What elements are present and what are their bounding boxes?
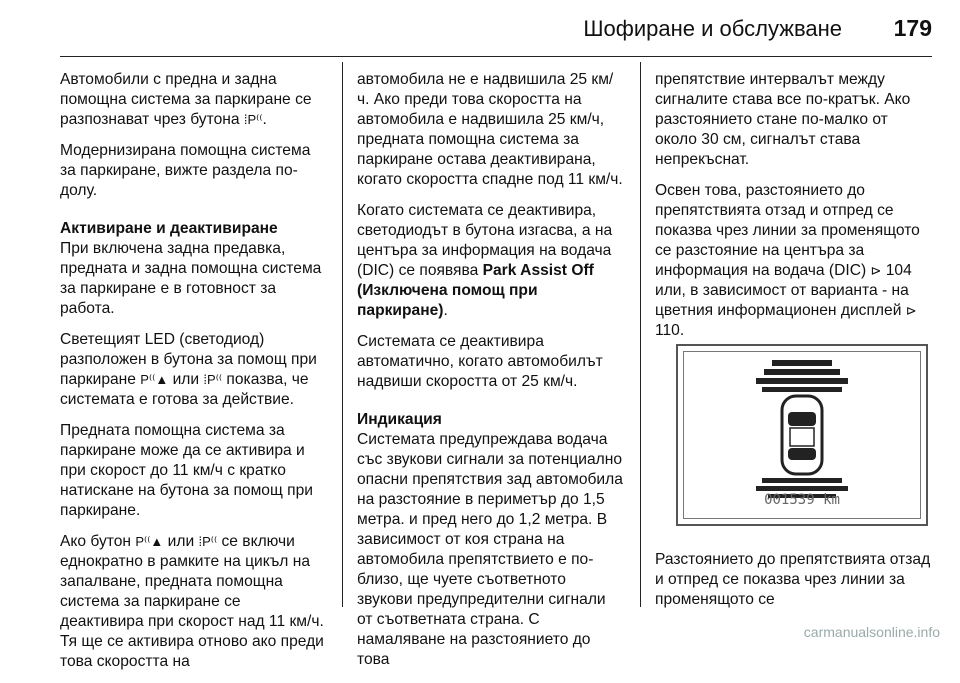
display-frame	[683, 351, 921, 519]
page-title: Шофиране и обслужване	[583, 16, 842, 41]
paragraph: Модернизирана помощна система за паркиране, вижте раздела по-долу.	[60, 142, 311, 199]
paragraph: автомобила не е надвишила 25 км/ч. Ако преди това скоростта на автомобила е надвишила 25 км/ч, предната помощна система за паркиране остава деактивирана, когато скоростта спадне под 11 км/ч.	[357, 71, 623, 188]
column-2	[357, 70, 625, 681]
page-reference-icon[interactable]: ⊳	[905, 303, 917, 318]
page-number: 179	[893, 15, 932, 41]
column-3	[655, 70, 933, 352]
figure-caption: Разстоянието до препятствията отзад и отпред се показва чрез линии за променящото се	[655, 551, 931, 608]
section-heading: Активиране и деактивиране	[60, 220, 278, 237]
column-1	[60, 70, 328, 683]
dic-message: Park Assist Off (Изключена помощ при паркиране)	[357, 262, 594, 319]
header-rule	[60, 56, 932, 57]
paragraph: Предната помощна система за паркиране може да се активира и при скорост до 11 км/ч с кратко натискане на бутона за помощ при паркиране.	[60, 422, 313, 519]
column-divider	[342, 62, 343, 607]
column-divider	[640, 62, 641, 607]
section-heading: Индикация	[357, 411, 442, 428]
parking-assist-button-icon: ⁞P⁽⁽	[203, 372, 223, 387]
paragraph: Системата се деактивира автоматично, когато автомобилът надвиши скоростта от 25 км/ч.	[357, 333, 603, 390]
paragraph: Автомобили с предна и задна помощна система за паркиране се разпознават чрез бутона ⁞P⁽⁽.	[60, 71, 312, 128]
page-header	[0, 0, 960, 58]
paragraph: Светещият LED (светодиод) разположен в бутона за помощ при паркиране P⁽⁽▲ или ⁞P⁽⁽ показва, че системата е готова за действие.	[60, 331, 317, 408]
paragraph: препятствие интервалът между сигналите става все по-кратък. Ако разстоянието стане по-малко от около 30 см, сигналът става непрекъснат.	[655, 71, 911, 168]
paragraph: Активиране и деактивиране При включена задна предавка, предната и задна помощна система за паркиране е в готовност за работа.	[60, 219, 328, 319]
parking-assist-button-icon: ⁞P⁽⁽	[198, 534, 218, 549]
front-distance-bars-icon	[756, 360, 848, 392]
parking-assist-icon: P⁽⁽▲	[140, 372, 169, 387]
odometer-readout: 001539 km	[764, 492, 840, 508]
paragraph: Ако бутон P⁽⁽▲ или ⁞P⁽⁽ се включи еднократно в рамките на цикъл на запалване, предната помощна система за паркиране се деактивира при скорост над 11 км/ч. Тя ще се активира отново ако преди това скоростта на	[60, 533, 324, 670]
paragraph: Когато системата се деактивира, светодиодът в бутона изгасва, а на центъра за информация на водача (DIC) се появява Park Assist Off (Изключена помощ при паркиране).	[357, 202, 613, 319]
paragraph: Индикация Системата предупреждава водача със звукови сигнали за потенциално опасни препятствия зад автомобила на разстояние в периметър до 1,5 метра. и пред него до 1,2 метра. В зависимост от коя страна на автомобила препятствието е по-близо, ще чуете съответното звукови предупредителни сигнали от съответната страна. С намаляване на разстоянието до това	[357, 410, 625, 670]
parking-assist-icon: P⁽⁽▲	[135, 534, 164, 549]
paragraph: Освен това, разстоянието до препятствията отзад и отпред се показва чрез линии за променящото се разстояние на центъра за информация на водача (DIC) ⊳ 104 или, в зависимост от варианта - на цветния информационен дисплей ⊳ 110.	[655, 182, 920, 339]
watermark: carmanualsonline.info	[803, 624, 940, 640]
page-reference-icon[interactable]: ⊳	[870, 263, 882, 278]
car-top-view-icon	[782, 396, 822, 474]
parking-display-figure	[676, 344, 928, 526]
parking-assist-button-icon: ⁞P⁽⁽	[243, 112, 263, 127]
